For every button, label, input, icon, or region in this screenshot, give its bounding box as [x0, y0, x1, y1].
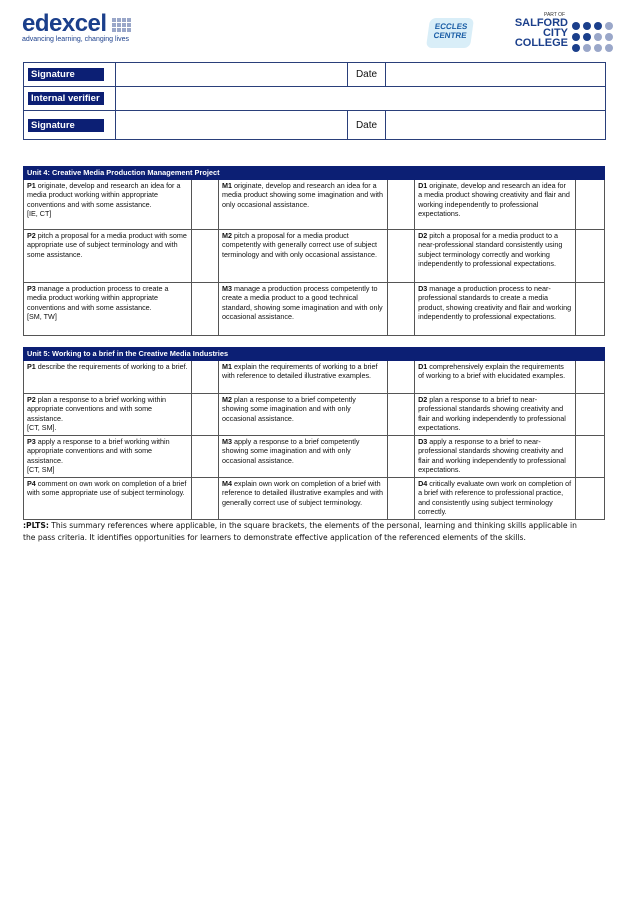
merit-criterion: M2 pitch a proposal for a media product competently with generally correct use of subject terminology and with only occasional assistance. — [219, 229, 388, 282]
pass-criterion: P3 apply a response to a brief working within appropriate conventions and with some assistance. [CT, SM] — [24, 435, 192, 477]
merit-checkbox-cell[interactable] — [388, 179, 415, 229]
unit5-title: Unit 5: Working to a brief in the Creative Media Industries — [24, 348, 605, 361]
edexcel-grid-icon — [112, 18, 131, 32]
merit-checkbox-cell[interactable] — [388, 393, 415, 435]
distinction-criterion: D3 apply a response to a brief to near-professional standards showing creativity and flair and working independently to professional expectations. — [415, 435, 576, 477]
table-row — [24, 229, 605, 282]
signature-label-cell — [24, 63, 116, 87]
internal-verifier-field[interactable] — [116, 87, 606, 111]
plts-footnote — [23, 520, 583, 543]
distinction-checkbox-cell[interactable] — [575, 229, 604, 282]
distinction-checkbox-cell[interactable] — [575, 282, 604, 335]
pass-checkbox-cell[interactable] — [192, 360, 219, 393]
pass-checkbox-cell[interactable] — [192, 477, 219, 519]
table-row — [24, 282, 605, 335]
distinction-checkbox-cell[interactable] — [575, 179, 604, 229]
pass-criterion: P4 comment on own work on completion of a brief with some appropriate use of subject terminology. — [24, 477, 192, 519]
signature-label: Signature — [28, 68, 104, 81]
merit-checkbox-cell[interactable] — [388, 477, 415, 519]
table-row — [24, 179, 605, 229]
pass-checkbox-cell[interactable] — [192, 229, 219, 282]
pass-checkbox-cell[interactable] — [192, 435, 219, 477]
verifier-label-cell — [24, 87, 116, 111]
pass-criterion: P2 plan a response to a brief working within appropriate conventions and with some assistance. [CT, SM]. — [24, 393, 192, 435]
unit4-title: Unit 4: Creative Media Production Management Project — [24, 167, 605, 180]
table-row — [24, 435, 605, 477]
distinction-criterion: D2 pitch a proposal for a media product to a near-professional standard consistently using subject terminology correctly and working independently to professional expectations. — [415, 229, 576, 282]
distinction-criterion: D3 manage a production process to near-professional standards to create a media product, showing creativity and flair and working independently to professional expectations. — [415, 282, 576, 335]
date2-label: Date — [348, 111, 386, 140]
salford-line1: SALFORD — [514, 17, 568, 29]
signature2-label: Signature — [28, 119, 104, 132]
distinction-checkbox-cell[interactable] — [575, 393, 604, 435]
plts-text: This summary references where applicable, in the square brackets, the elements of the personal, learning and thinking skills applicable in the pass criteria. It identifies opportunities for learners to demonstrate effective application of the referenced elements of the skills. — [23, 521, 577, 542]
merit-criterion: M2 plan a response to a brief competently showing some imagination and with only occasional assistance. — [219, 393, 388, 435]
merit-checkbox-cell[interactable] — [388, 435, 415, 477]
distinction-checkbox-cell[interactable] — [575, 360, 604, 393]
internal-verifier-label: Internal verifier — [28, 92, 104, 105]
merit-criterion: M1 explain the requirements of working to a brief with reference to detailed illustrative examples. — [219, 360, 388, 393]
distinction-checkbox-cell[interactable] — [575, 477, 604, 519]
eccles-line2: CENTRE — [433, 31, 468, 40]
date-label: Date — [348, 63, 386, 87]
date-field[interactable] — [386, 63, 606, 87]
pass-checkbox-cell[interactable] — [192, 179, 219, 229]
distinction-checkbox-cell[interactable] — [575, 435, 604, 477]
pass-checkbox-cell[interactable] — [192, 282, 219, 335]
eccles-centre-logo — [428, 18, 474, 52]
table-row — [24, 393, 605, 435]
merit-checkbox-cell[interactable] — [388, 229, 415, 282]
unit5-criteria-table — [23, 347, 605, 520]
distinction-criterion: D1 originate, develop and research an idea for a media product showing creativity and flair and working independently to professional expectations. — [415, 179, 576, 229]
salford-line3: COLLEGE — [514, 37, 568, 49]
eccles-line1: ECCLES — [434, 22, 468, 31]
distinction-criterion: D1 comprehensively explain the requirements of working to a brief with elucidated examples. — [415, 360, 576, 393]
signature-field[interactable] — [116, 63, 348, 87]
salford-dots-icon — [572, 22, 613, 52]
merit-criterion: M3 manage a production process competently to create a media product to a good technical standard, showing some imagination and with only occasional assistance. — [219, 282, 388, 335]
edexcel-tagline: advancing learning, changing lives — [22, 36, 130, 43]
plts-label: :PLTS: — [23, 521, 49, 530]
pass-checkbox-cell[interactable] — [192, 393, 219, 435]
signature2-label-cell — [24, 111, 116, 140]
edexcel-wordmark: edexcel — [22, 10, 107, 37]
pass-criterion: P1 originate, develop and research an idea for a media product working within appropriate conventions and with some assistance. [IE, CT] — [24, 179, 192, 229]
table-row — [24, 477, 605, 519]
pass-criterion: P2 pitch a proposal for a media product with some appropriate use of subject terminology and with some assistance. — [24, 229, 192, 282]
signature2-field[interactable] — [116, 111, 348, 140]
unit4-criteria-table — [23, 166, 605, 336]
distinction-criterion: D2 plan a response to a brief to near-professional standards showing creativity and flair and working independently to professional expectations. — [415, 393, 576, 435]
merit-criterion: M3 apply a response to a brief competently showing some imagination and with only occasional assistance. — [219, 435, 388, 477]
salford-college-logo — [512, 12, 622, 56]
signature-table — [23, 62, 606, 140]
merit-checkbox-cell[interactable] — [388, 282, 415, 335]
table-row — [24, 360, 605, 393]
date2-field[interactable] — [386, 111, 606, 140]
page-header — [0, 0, 638, 60]
edexcel-logo — [22, 10, 129, 43]
merit-criterion: M1 originate, develop and research an idea for a media product showing some imagination and with only occasional assistance. — [219, 179, 388, 229]
merit-checkbox-cell[interactable] — [388, 360, 415, 393]
distinction-criterion: D4 critically evaluate own work on completion of a brief with reference to professional practice, and consistently using subject terminology correctly. — [415, 477, 576, 519]
salford-part-of: PART OF — [544, 12, 566, 18]
pass-criterion: P1 describe the requirements of working to a brief. — [24, 360, 192, 393]
pass-criterion: P3 manage a production process to create a media product working within appropriate conventions and with some assistance. [SM, TW] — [24, 282, 192, 335]
salford-line2: CITY — [542, 27, 568, 39]
merit-criterion: M4 explain own work on completion of a brief with reference to detailed illustrative examples and with generally correct use of subject terminology. — [219, 477, 388, 519]
